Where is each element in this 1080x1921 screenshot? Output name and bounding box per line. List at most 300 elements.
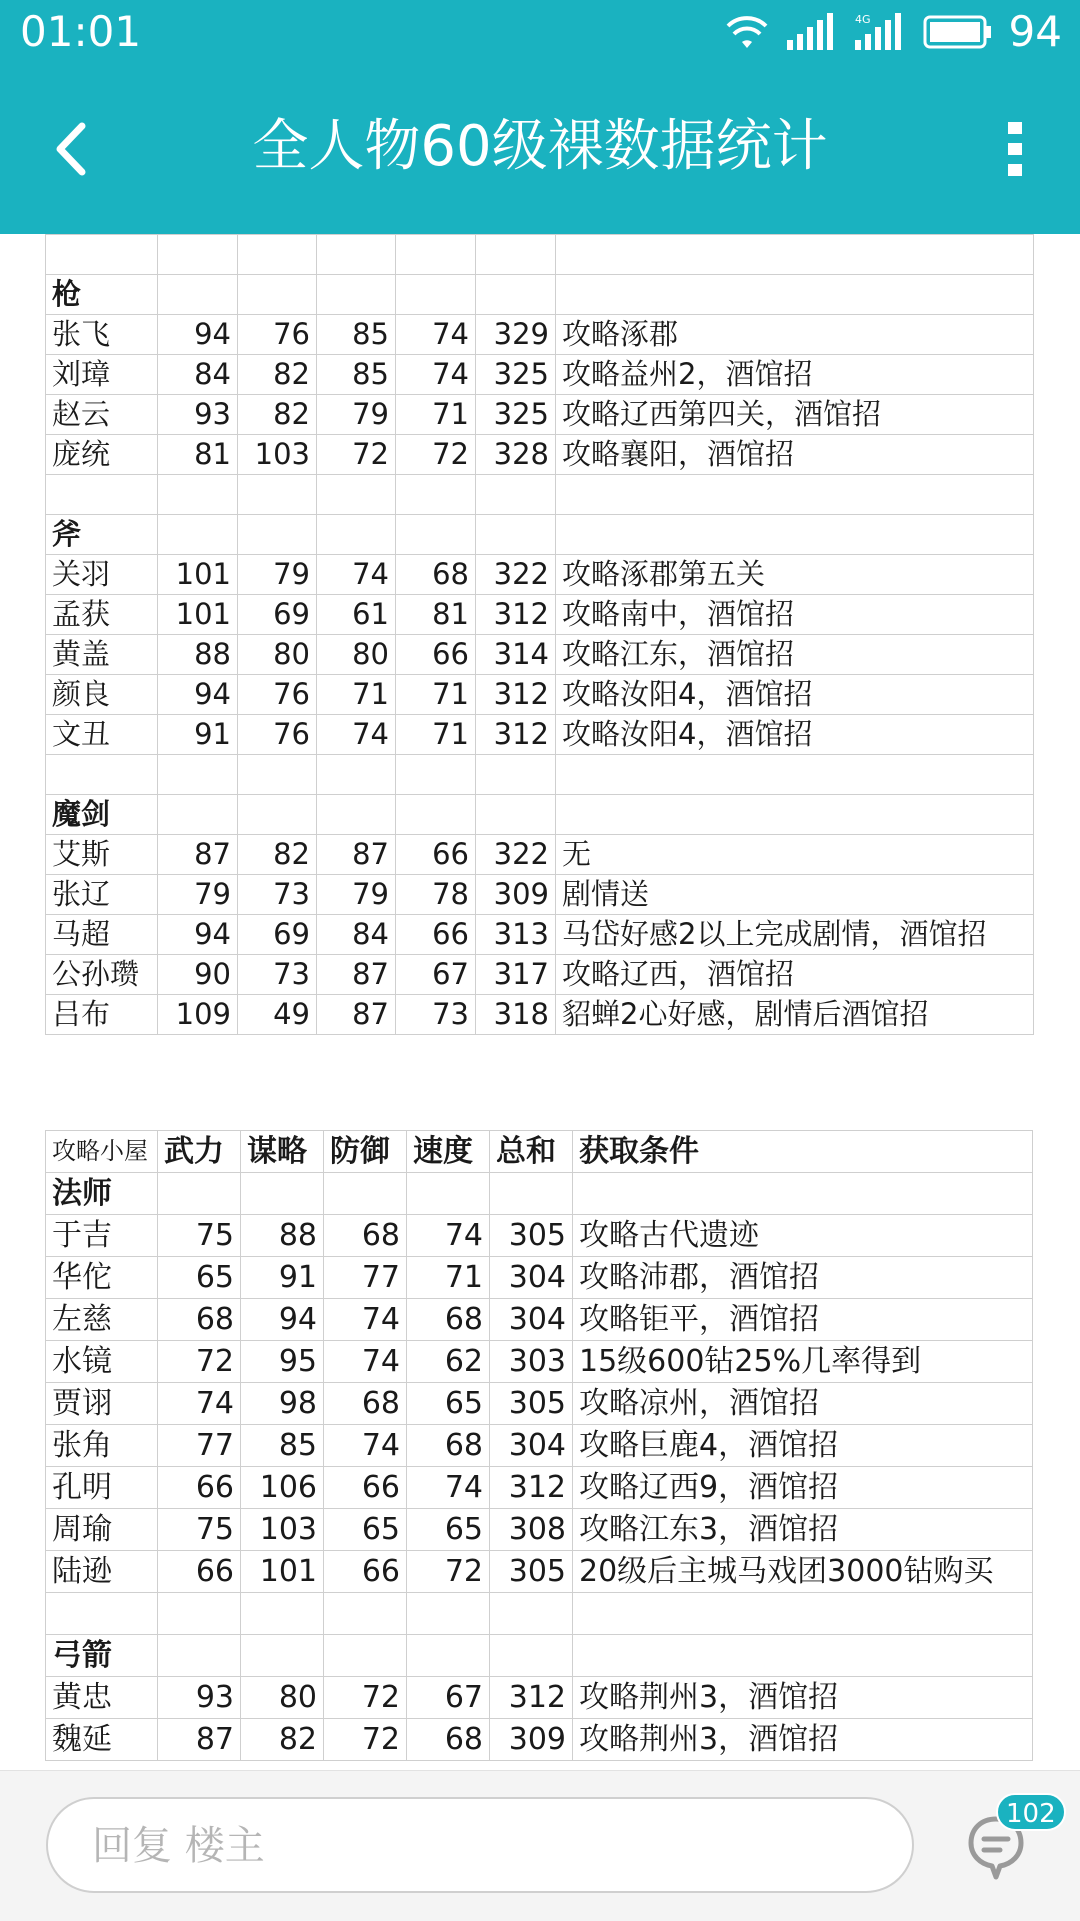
stat-speed: 66 (396, 635, 476, 675)
section-title: 枪 (46, 275, 158, 315)
stat-speed: 66 (396, 835, 476, 875)
stat-speed: 73 (396, 995, 476, 1035)
blank-cell (396, 795, 476, 835)
stat-strength: 84 (158, 355, 238, 395)
stat-speed: 71 (396, 715, 476, 755)
stat-defense: 85 (317, 355, 396, 395)
stat-strategy: 91 (241, 1257, 324, 1299)
stat-speed: 68 (396, 555, 476, 595)
acquisition-condition: 攻略荆州3，酒馆招 (573, 1677, 1033, 1719)
blank-cell (396, 515, 476, 555)
stat-speed: 74 (396, 315, 476, 355)
stat-total: 312 (476, 715, 556, 755)
header-row (46, 1131, 1033, 1173)
acquisition-condition: 攻略荆州3，酒馆招 (573, 1719, 1033, 1761)
stat-total: 312 (490, 1677, 573, 1719)
blank-cell (396, 235, 476, 275)
watermark-text: 攻略小屋 (46, 1131, 158, 1173)
table-row (46, 595, 1034, 635)
stat-strategy: 88 (241, 1215, 324, 1257)
stat-strength: 74 (158, 1383, 241, 1425)
acquisition-condition: 攻略汝阳4，酒馆招 (556, 715, 1034, 755)
section-header-row (46, 275, 1034, 315)
table-row (46, 1509, 1033, 1551)
column-header: 速度 (407, 1131, 490, 1173)
more-vertical-icon[interactable] (1000, 114, 1030, 184)
column-header: 谋略 (241, 1131, 324, 1173)
acquisition-condition: 攻略涿郡 (556, 315, 1034, 355)
stat-total: 312 (476, 595, 556, 635)
character-name: 华佗 (46, 1257, 158, 1299)
character-name: 张辽 (46, 875, 158, 915)
stat-speed: 67 (407, 1677, 490, 1719)
blank-cell (317, 795, 396, 835)
stat-speed: 74 (407, 1215, 490, 1257)
stat-strength: 65 (158, 1257, 241, 1299)
blank-cell (238, 515, 317, 555)
acquisition-condition: 攻略巨鹿4，酒馆招 (573, 1425, 1033, 1467)
section-title: 斧 (46, 515, 158, 555)
stat-defense: 87 (317, 995, 396, 1035)
blank-cell (46, 475, 158, 515)
stat-strength: 94 (158, 915, 238, 955)
stat-strength: 88 (158, 635, 238, 675)
page-title: 全人物60级裸数据统计 (252, 114, 828, 179)
character-name: 关羽 (46, 555, 158, 595)
stat-defense: 72 (324, 1677, 407, 1719)
stat-total: 325 (476, 395, 556, 435)
table-row (46, 355, 1034, 395)
blank-row (46, 235, 1034, 275)
table-row (46, 1215, 1033, 1257)
status-icons (725, 8, 1062, 56)
battery-level: 94 (1008, 7, 1062, 56)
table-row (46, 315, 1034, 355)
stat-strategy: 82 (238, 395, 317, 435)
character-name: 孟获 (46, 595, 158, 635)
character-name: 张飞 (46, 315, 158, 355)
table-row (46, 1425, 1033, 1467)
character-name: 陆逊 (46, 1551, 158, 1593)
section-title: 法师 (46, 1173, 158, 1215)
wifi-icon (725, 12, 769, 52)
blank-cell (158, 795, 238, 835)
table-row (46, 635, 1034, 675)
blank-cell (317, 475, 396, 515)
acquisition-condition: 攻略古代遗迹 (573, 1215, 1033, 1257)
blank-row (46, 1593, 1033, 1635)
stat-defense: 72 (317, 435, 396, 475)
character-name: 贾诩 (46, 1383, 158, 1425)
stat-strength: 75 (158, 1215, 241, 1257)
stat-total: 304 (490, 1425, 573, 1467)
stat-strategy: 82 (238, 835, 317, 875)
character-name: 颜良 (46, 675, 158, 715)
stat-strength: 87 (158, 1719, 241, 1761)
blank-cell (241, 1593, 324, 1635)
character-name: 马超 (46, 915, 158, 955)
stat-strength: 93 (158, 395, 238, 435)
post-content[interactable] (0, 234, 1080, 1770)
stat-strength: 66 (158, 1551, 241, 1593)
stat-strategy: 80 (241, 1677, 324, 1719)
stat-strategy: 106 (241, 1467, 324, 1509)
table-row (46, 1299, 1033, 1341)
blank-cell (324, 1593, 407, 1635)
stat-defense: 74 (324, 1341, 407, 1383)
character-name: 左慈 (46, 1299, 158, 1341)
blank-cell (158, 1593, 241, 1635)
stat-strategy: 80 (238, 635, 317, 675)
blank-cell (324, 1635, 407, 1677)
stat-strategy: 49 (238, 995, 317, 1035)
stats-table-2 (45, 1130, 1033, 1761)
stat-total: 317 (476, 955, 556, 995)
table-row (46, 1677, 1033, 1719)
acquisition-condition: 攻略辽西，酒馆招 (556, 955, 1034, 995)
blank-cell (46, 235, 158, 275)
stat-defense: 79 (317, 395, 396, 435)
table-row (46, 915, 1034, 955)
section-header-row (46, 515, 1034, 555)
acquisition-condition: 攻略南中，酒馆招 (556, 595, 1034, 635)
blank-cell (158, 1173, 241, 1215)
stat-defense: 87 (317, 835, 396, 875)
character-name: 张角 (46, 1425, 158, 1467)
stat-defense: 65 (324, 1509, 407, 1551)
blank-cell (46, 755, 158, 795)
comment-count-badge: 102 (996, 1793, 1066, 1831)
stat-speed: 62 (407, 1341, 490, 1383)
acquisition-condition: 攻略江东3，酒馆招 (573, 1509, 1033, 1551)
character-name: 黄忠 (46, 1677, 158, 1719)
network-label: 4G (854, 13, 871, 26)
character-name: 赵云 (46, 395, 158, 435)
acquisition-condition: 攻略汝阳4，酒馆招 (556, 675, 1034, 715)
signal-icon (785, 12, 835, 52)
blank-cell (238, 475, 317, 515)
blank-cell (158, 275, 238, 315)
character-name: 文丑 (46, 715, 158, 755)
chevron-left-icon[interactable] (40, 114, 110, 184)
stat-total: 308 (490, 1509, 573, 1551)
stat-speed: 68 (407, 1425, 490, 1467)
table-row (46, 1467, 1033, 1509)
blank-cell (407, 1593, 490, 1635)
character-name: 公孙瓒 (46, 955, 158, 995)
stat-total: 303 (490, 1341, 573, 1383)
stat-strength: 77 (158, 1425, 241, 1467)
blank-cell (556, 755, 1034, 795)
stat-strategy: 85 (241, 1425, 324, 1467)
stats-table-1 (45, 234, 1034, 1035)
character-name: 周瑜 (46, 1509, 158, 1551)
reply-input[interactable] (46, 1797, 914, 1893)
acquisition-condition: 攻略钜平，酒馆招 (573, 1299, 1033, 1341)
blank-cell (238, 235, 317, 275)
status-bar (0, 0, 1080, 64)
acquisition-condition: 貂蝉2心好感，剧情后酒馆招 (556, 995, 1034, 1035)
stat-total: 328 (476, 435, 556, 475)
blank-cell (476, 795, 556, 835)
stat-speed: 72 (407, 1551, 490, 1593)
stat-strength: 93 (158, 1677, 241, 1719)
acquisition-condition: 攻略辽西9，酒馆招 (573, 1467, 1033, 1509)
stat-strategy: 95 (241, 1341, 324, 1383)
acquisition-condition: 攻略益州2，酒馆招 (556, 355, 1034, 395)
stat-total: 312 (476, 675, 556, 715)
stat-total: 314 (476, 635, 556, 675)
stat-strength: 72 (158, 1341, 241, 1383)
stat-strategy: 98 (241, 1383, 324, 1425)
stat-total: 309 (476, 875, 556, 915)
stat-strength: 94 (158, 315, 238, 355)
section-header-row (46, 1635, 1033, 1677)
stat-strength: 68 (158, 1299, 241, 1341)
blank-cell (46, 1593, 158, 1635)
blank-cell (238, 755, 317, 795)
stat-strategy: 103 (241, 1509, 324, 1551)
stat-total: 322 (476, 555, 556, 595)
acquisition-condition: 20级后主城马戏团3000钻购买 (573, 1551, 1033, 1593)
stat-total: 304 (490, 1257, 573, 1299)
table-row (46, 995, 1034, 1035)
table-row (46, 435, 1034, 475)
stat-speed: 74 (396, 355, 476, 395)
stat-defense: 87 (317, 955, 396, 995)
stat-strength: 91 (158, 715, 238, 755)
blank-cell (573, 1593, 1033, 1635)
stat-speed: 65 (407, 1509, 490, 1551)
section-header-row (46, 795, 1034, 835)
stat-speed: 65 (407, 1383, 490, 1425)
acquisition-condition: 攻略江东，酒馆招 (556, 635, 1034, 675)
stat-strategy: 101 (241, 1551, 324, 1593)
stat-speed: 71 (396, 675, 476, 715)
bottom-bar (0, 1770, 1080, 1921)
blank-cell (396, 475, 476, 515)
stat-strength: 109 (158, 995, 238, 1035)
stat-defense: 61 (317, 595, 396, 635)
stat-defense: 74 (317, 715, 396, 755)
table-row (46, 1341, 1033, 1383)
character-name: 魏延 (46, 1719, 158, 1761)
status-time: 01:01 (20, 7, 142, 56)
blank-cell (317, 755, 396, 795)
stat-speed: 71 (407, 1257, 490, 1299)
stat-speed: 67 (396, 955, 476, 995)
table-row (46, 675, 1034, 715)
table-row (46, 835, 1034, 875)
stat-defense: 80 (317, 635, 396, 675)
stat-strategy: 103 (238, 435, 317, 475)
stat-strength: 75 (158, 1509, 241, 1551)
stat-total: 312 (490, 1467, 573, 1509)
stat-strength: 90 (158, 955, 238, 995)
stat-total: 304 (490, 1299, 573, 1341)
stat-strength: 79 (158, 875, 238, 915)
reply-placeholder: 回复 楼主 (92, 1823, 265, 1869)
character-name: 孔明 (46, 1467, 158, 1509)
blank-cell (158, 515, 238, 555)
app-bar (0, 64, 1080, 234)
blank-cell (556, 235, 1034, 275)
character-name: 刘璋 (46, 355, 158, 395)
stat-defense: 68 (324, 1383, 407, 1425)
character-name: 吕布 (46, 995, 158, 1035)
stat-strategy: 76 (238, 675, 317, 715)
stat-defense: 84 (317, 915, 396, 955)
stat-strength: 101 (158, 555, 238, 595)
section-title: 弓箭 (46, 1635, 158, 1677)
stat-speed: 74 (407, 1467, 490, 1509)
blank-cell (317, 235, 396, 275)
stat-defense: 71 (317, 675, 396, 715)
acquisition-condition: 攻略襄阳，酒馆招 (556, 435, 1034, 475)
battery-icon (923, 14, 993, 50)
stat-total: 325 (476, 355, 556, 395)
blank-cell (317, 515, 396, 555)
blank-cell (556, 475, 1034, 515)
blank-cell (241, 1635, 324, 1677)
blank-cell (556, 795, 1034, 835)
stat-total: 305 (490, 1551, 573, 1593)
table-row (46, 1719, 1033, 1761)
stat-strategy: 73 (238, 955, 317, 995)
blank-row (46, 475, 1034, 515)
character-name: 庞统 (46, 435, 158, 475)
blank-cell (407, 1635, 490, 1677)
blank-cell (324, 1173, 407, 1215)
blank-cell (238, 795, 317, 835)
blank-cell (158, 755, 238, 795)
stat-total: 322 (476, 835, 556, 875)
blank-cell (238, 275, 317, 315)
stat-defense: 74 (324, 1425, 407, 1467)
blank-cell (396, 275, 476, 315)
stat-strategy: 94 (241, 1299, 324, 1341)
stat-strategy: 79 (238, 555, 317, 595)
signal-4g-icon (851, 12, 907, 52)
blank-cell (476, 275, 556, 315)
column-header: 获取条件 (573, 1131, 1033, 1173)
blank-cell (476, 755, 556, 795)
acquisition-condition: 剧情送 (556, 875, 1034, 915)
stat-defense: 77 (324, 1257, 407, 1299)
blank-cell (573, 1635, 1033, 1677)
table-row (46, 715, 1034, 755)
stat-strategy: 82 (238, 355, 317, 395)
character-name: 于吉 (46, 1215, 158, 1257)
stat-speed: 66 (396, 915, 476, 955)
column-header: 防御 (324, 1131, 407, 1173)
stat-strength: 87 (158, 835, 238, 875)
stat-strategy: 82 (241, 1719, 324, 1761)
blank-cell (317, 275, 396, 315)
stat-strategy: 69 (238, 915, 317, 955)
stat-defense: 74 (324, 1299, 407, 1341)
stat-strategy: 73 (238, 875, 317, 915)
character-name: 水镜 (46, 1341, 158, 1383)
acquisition-condition: 15级600钻25%几率得到 (573, 1341, 1033, 1383)
blank-cell (476, 515, 556, 555)
stat-speed: 72 (396, 435, 476, 475)
acquisition-condition: 攻略沛郡，酒馆招 (573, 1257, 1033, 1299)
blank-cell (490, 1173, 573, 1215)
table-row (46, 1551, 1033, 1593)
stat-total: 318 (476, 995, 556, 1035)
blank-cell (158, 1635, 241, 1677)
table-row (46, 1383, 1033, 1425)
blank-cell (556, 275, 1034, 315)
stat-total: 309 (490, 1719, 573, 1761)
acquisition-condition: 无 (556, 835, 1034, 875)
acquisition-condition: 攻略辽西第四关，酒馆招 (556, 395, 1034, 435)
stat-strategy: 76 (238, 715, 317, 755)
blank-cell (241, 1173, 324, 1215)
stat-defense: 68 (324, 1215, 407, 1257)
blank-cell (476, 475, 556, 515)
stat-speed: 68 (407, 1299, 490, 1341)
character-name: 艾斯 (46, 835, 158, 875)
stat-speed: 81 (396, 595, 476, 635)
table-row (46, 955, 1034, 995)
stat-strategy: 76 (238, 315, 317, 355)
section-title: 魔剑 (46, 795, 158, 835)
table-row (46, 395, 1034, 435)
stat-defense: 72 (324, 1719, 407, 1761)
stat-defense: 74 (317, 555, 396, 595)
table-row (46, 555, 1034, 595)
blank-cell (556, 515, 1034, 555)
blank-cell (407, 1173, 490, 1215)
stat-speed: 68 (407, 1719, 490, 1761)
blank-cell (573, 1173, 1033, 1215)
blank-cell (490, 1635, 573, 1677)
blank-cell (158, 235, 238, 275)
stat-speed: 71 (396, 395, 476, 435)
blank-cell (396, 755, 476, 795)
blank-cell (476, 235, 556, 275)
column-header: 武力 (158, 1131, 241, 1173)
stat-total: 305 (490, 1383, 573, 1425)
stat-strategy: 69 (238, 595, 317, 635)
stat-strength: 66 (158, 1467, 241, 1509)
blank-row (46, 755, 1034, 795)
character-name: 黄盖 (46, 635, 158, 675)
stat-strength: 81 (158, 435, 238, 475)
table-row (46, 875, 1034, 915)
stat-strength: 94 (158, 675, 238, 715)
stat-speed: 78 (396, 875, 476, 915)
acquisition-condition: 攻略凉州，酒馆招 (573, 1383, 1033, 1425)
stat-defense: 85 (317, 315, 396, 355)
stat-total: 313 (476, 915, 556, 955)
stat-total: 329 (476, 315, 556, 355)
column-header: 总和 (490, 1131, 573, 1173)
section-header-row (46, 1173, 1033, 1215)
stat-defense: 66 (324, 1551, 407, 1593)
stat-total: 305 (490, 1215, 573, 1257)
table-row (46, 1257, 1033, 1299)
blank-cell (158, 475, 238, 515)
blank-cell (490, 1593, 573, 1635)
acquisition-condition: 马岱好感2以上完成剧情，酒馆招 (556, 915, 1034, 955)
stat-defense: 66 (324, 1467, 407, 1509)
stat-defense: 79 (317, 875, 396, 915)
acquisition-condition: 攻略涿郡第五关 (556, 555, 1034, 595)
stat-strength: 101 (158, 595, 238, 635)
